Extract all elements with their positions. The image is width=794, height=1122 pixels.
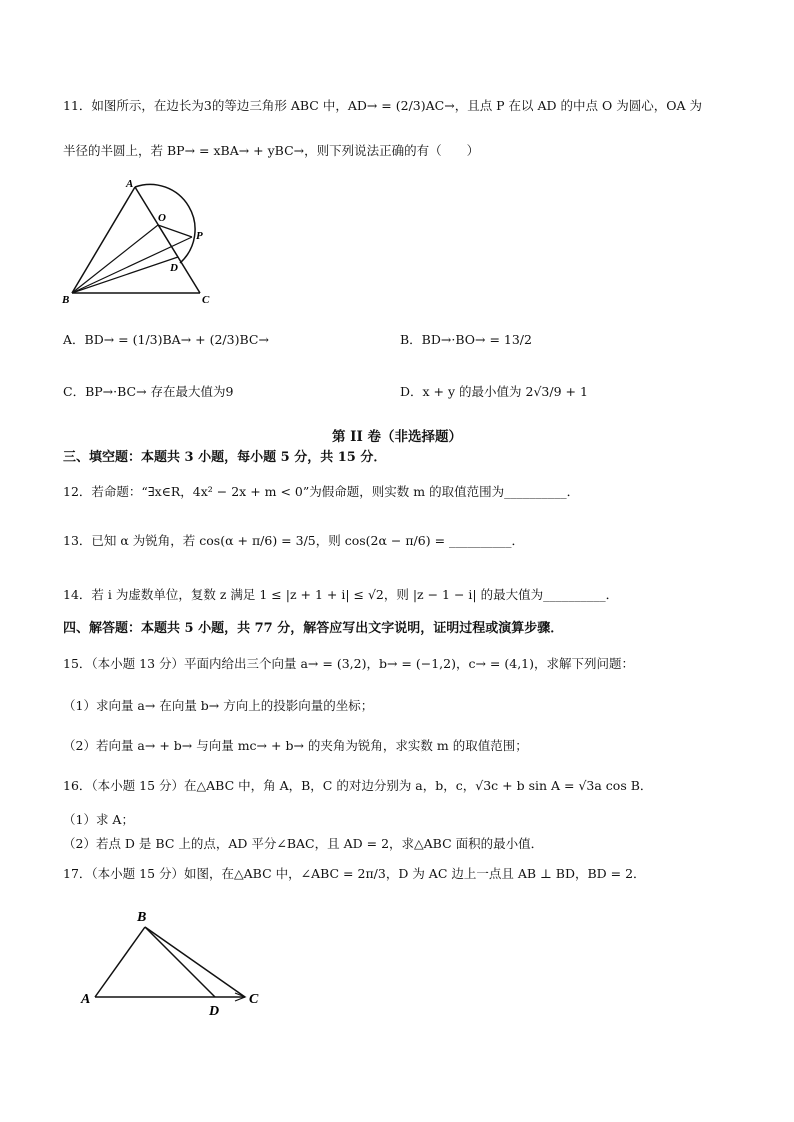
q13-text: 13．已知 α 为锐角，若 cos(α + π/6) = 3/5，则 cos(2α − π/6) = __________． (63, 533, 525, 548)
q11-label-P: P (196, 230, 203, 242)
q16-part2: （2）若点 D 是 BC 上的点，AD 平分∠BAC，且 AD = 2，求△ABC 面积的最小值． (63, 836, 544, 851)
q14-text: 14．若 i 为虚数单位，复数 z 满足 1 ≤ |z + 1 + i| ≤ √2，则 |z − 1 − i| 的最大值为__________． (63, 587, 619, 602)
q17-label-B: B (137, 910, 147, 925)
q11-label-C: C (202, 294, 210, 306)
q17-label-D: D (209, 1004, 220, 1019)
section-3-heading: 三、填空题：本题共 3 小题，每小题 5 分，共 15 分． (63, 450, 387, 465)
q11-option-c: C．BP→·BC→ 存在最大值为9 (63, 384, 234, 399)
q15-part1: （1）求向量 a→ 在向量 b→ 方向上的投影向量的坐标； (63, 698, 374, 713)
q11-label-O: O (158, 212, 166, 224)
q11-option-a: A．BD→ = (1/3)BA→ + (2/3)BC→ (63, 332, 269, 347)
q11-line2: 半径的半圆上，若 BP→ = xBA→ + yBC→，则下列说法正确的有（ ） (63, 143, 480, 158)
q17-figure (75, 905, 275, 1020)
q11-option-b: B．BD→·BO→ = 13/2 (400, 332, 532, 347)
q11-label-B: B (62, 294, 70, 306)
q16-text: 16．（本小题 15 分）在△ABC 中，角 A，B，C 的对边分别为 a，b，c，√3c + b sin A = √3a cos B． (63, 778, 653, 793)
q15-part2: （2）若向量 a→ + b→ 与向量 mc→ + b→ 的夹角为锐角，求实数 m 的取值范围； (63, 738, 528, 753)
q11-line1: 11．如图所示，在边长为3的等边三角形 ABC 中，AD→ = (2/3)AC→，且点 P 在以 AD 的中点 O 为圆心，OA 为 (63, 98, 702, 113)
q12-text: 12．若命题：“∃x∈R，4x² − 2x + m < 0”为假命题，则实数 m 的取值范围为__________． (63, 484, 580, 499)
q15-text: 15．（本小题 13 分）平面内给出三个向量 a→ = (3,2)，b→ = (−1,2)，c→ = (4,1)，求解下列问题： (63, 656, 634, 671)
q17-text: 17．（本小题 15 分）如图，在△ABC 中，∠ABC = 2π/3，D 为 AC 边上一点且 AB ⊥ BD，BD = 2． (63, 866, 646, 881)
q11-label-D: D (170, 262, 178, 274)
q16-part1: （1）求 A； (63, 812, 134, 827)
section-4-heading: 四、解答题：本题共 5 小题，共 77 分，解答应写出文字说明，证明过程或演算步骤． (63, 621, 564, 636)
q11-figure (60, 175, 230, 310)
q11-option-d: D．x + y 的最小值为 2√3/9 + 1 (400, 384, 588, 399)
q11-label-A: A (126, 178, 134, 190)
q17-label-A: A (81, 992, 91, 1007)
section-2-title: 第 II 卷（非选择题） (331, 429, 463, 445)
q17-label-C: C (249, 992, 259, 1007)
